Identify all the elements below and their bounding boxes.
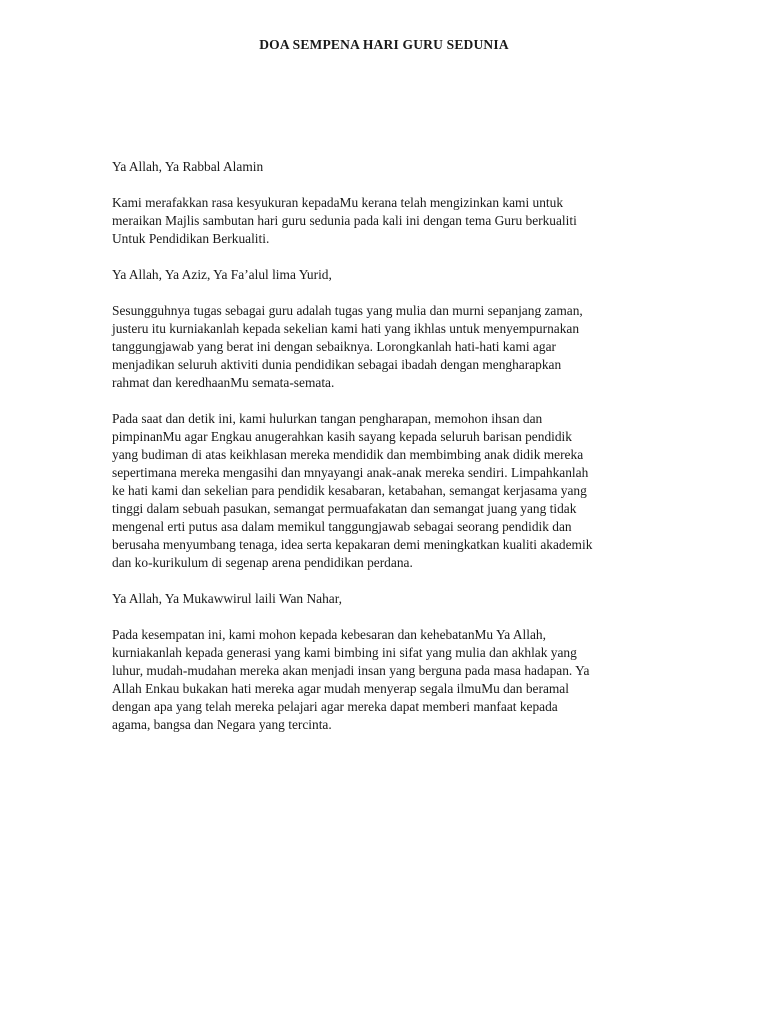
text-line: berusaha menyumbang tenaga, idea serta kepakaran demi meningkatkan kualiti akademik: [112, 537, 593, 552]
text-line: justeru itu kurniakanlah kepada sekelian kami hati yang ikhlas untuk menyempurnakan: [112, 321, 580, 336]
text-line: Ya Allah, Ya Mukawwirul laili Wan Nahar,: [112, 591, 342, 606]
text-line: Untuk Pendidikan Berkualiti.: [112, 231, 270, 246]
text-line: dengan apa yang telah mereka pelajari agar mereka dapat memberi manfaat kepada: [112, 699, 558, 714]
text-line: sepertimana mereka mengasihi dan mnyayangi anak-anak mereka sendiri. Limpahkanlah: [112, 465, 589, 480]
paragraph-hope: [112, 410, 672, 572]
text-line: pimpinanMu agar Engkau anugerahkan kasih sayang kepada seluruh barisan pendidik: [112, 429, 572, 444]
text-line: Ya Allah, Ya Aziz, Ya Fa’alul lima Yurid,: [112, 267, 332, 282]
text-line: mengenal erti putus asa dalam memikul tanggungjawab sebagai seorang pendidik dan: [112, 519, 572, 534]
document-body: [112, 158, 672, 752]
text-line: Allah Enkau bukakan hati mereka agar mudah menyerap segala ilmuMu dan beramal: [112, 681, 569, 696]
text-line: Kami merafakkan rasa kesyukuran kepadaMu kerana telah mengizinkan kami untuk: [112, 195, 564, 210]
text-line: dan ko-kurikulum di segenap arena pendidikan perdana.: [112, 555, 413, 570]
text-line: kurniakanlah kepada generasi yang kami bimbing ini sifat yang mulia dan akhlak yang: [112, 645, 577, 660]
paragraph-invocation-1: [112, 158, 672, 176]
paragraph-invocation-3: [112, 590, 672, 608]
text-line: ke hati kami dan sekelian para pendidik kesabaran, ketabahan, semangat kerjasama yang: [112, 483, 587, 498]
text-line: Ya Allah, Ya Rabbal Alamin: [112, 159, 264, 174]
text-line: rahmat dan keredhaanMu semata-semata.: [112, 375, 335, 390]
text-line: agama, bangsa dan Negara yang tercinta.: [112, 717, 332, 732]
paragraph-generation: [112, 626, 672, 734]
text-line: tinggi dalam sebuah pasukan, semangat permuafakatan dan semangat juang yang tidak: [112, 501, 577, 516]
text-line: menjadikan seluruh aktiviti dunia pendidikan sebagai ibadah dengan mengharapkan: [112, 357, 562, 372]
paragraph-invocation-2: [112, 266, 672, 284]
text-line: meraikan Majlis sambutan hari guru sedunia pada kali ini dengan tema Guru berkualiti: [112, 213, 577, 228]
text-line: luhur, mudah-mudahan mereka akan menjadi insan yang berguna pada masa hadapan. Ya: [112, 663, 590, 678]
text-line: Pada kesempatan ini, kami mohon kepada kebesaran dan kehebatanMu Ya Allah,: [112, 627, 546, 642]
text-line: tanggungjawab yang berat ini dengan sebaiknya. Lorongkanlah hati-hati kami agar: [112, 339, 556, 354]
text-line: Sesungguhnya tugas sebagai guru adalah tugas yang mulia dan murni sepanjang zaman,: [112, 303, 583, 318]
paragraph-gratitude: [112, 194, 672, 248]
text-line: yang budiman di atas keikhlasan mereka mendidik dan membimbing anak didik mereka: [112, 447, 584, 462]
text-line: Pada saat dan detik ini, kami hulurkan tangan pengharapan, memohon ihsan dan: [112, 411, 543, 426]
document-title: DOA SEMPENA HARI GURU SEDUNIA: [259, 37, 509, 52]
paragraph-duty: [112, 302, 672, 392]
